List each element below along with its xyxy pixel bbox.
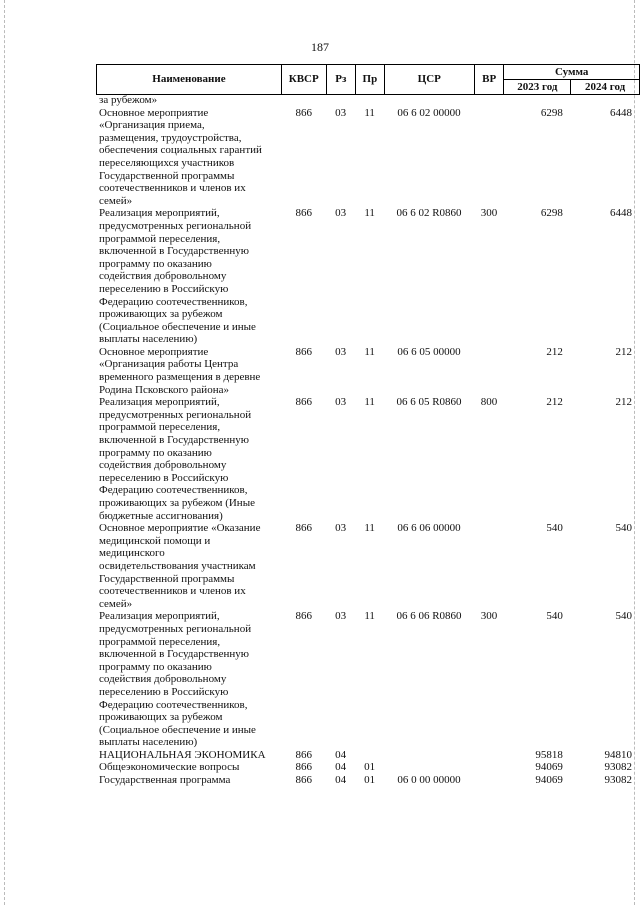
table-row bbox=[96, 396, 640, 522]
page-number: 187 bbox=[311, 40, 329, 54]
header-year-2023: 2023 год bbox=[504, 80, 571, 95]
cell-sum-2023: 540 bbox=[546, 522, 563, 535]
cell-csr bbox=[384, 94, 474, 107]
cell-kvsr: 866 bbox=[295, 610, 313, 623]
cell-kvsr: 866 bbox=[295, 522, 313, 535]
cell-sum-2024: 212 bbox=[615, 345, 632, 358]
scan-edge-left bbox=[4, 0, 6, 905]
table-row bbox=[96, 774, 640, 787]
cell-pr: 11 bbox=[364, 610, 375, 623]
cell-pr: 11 bbox=[364, 345, 375, 358]
cell-kvsr: 866 bbox=[295, 774, 313, 787]
header-csr: ЦСР bbox=[384, 65, 474, 95]
cell-csr: 06 6 06 00000 bbox=[397, 522, 461, 535]
cell-rz: 03 bbox=[335, 345, 347, 358]
cell-sum-2023: 94069 bbox=[535, 774, 563, 787]
cell-csr: 06 6 05 R0860 bbox=[396, 396, 462, 409]
cell-vr bbox=[474, 107, 504, 208]
cell-csr bbox=[384, 749, 474, 762]
table-row bbox=[96, 610, 640, 749]
cell-sum-2024: 94810 bbox=[604, 748, 632, 761]
cell-sum-2024: 6448 bbox=[610, 106, 632, 119]
cell-pr: 11 bbox=[364, 396, 375, 409]
cell-sum-2023: 6298 bbox=[540, 207, 563, 220]
cell-sum-2024: 540 bbox=[615, 610, 632, 623]
cell-rz bbox=[326, 94, 355, 107]
cell-kvsr: 866 bbox=[295, 106, 313, 119]
cell-kvsr: 866 bbox=[295, 207, 313, 220]
cell-rz: 03 bbox=[335, 106, 347, 119]
cell-vr: 800 bbox=[480, 396, 498, 409]
cell-name: Реализация мероприятий, предусмотренных региональной программой переселения, включенной в Государственную программу по оказанию содействия добровольному переселению в Российскую Федерацию соотечественников, проживающих за рубежом (Социальное обеспечение и иные выплаты населению) bbox=[99, 207, 256, 346]
cell-sum-2024: 93082 bbox=[604, 761, 632, 774]
cell-sum-2023: 540 bbox=[546, 610, 563, 623]
table-row bbox=[96, 94, 640, 107]
cell-vr bbox=[474, 761, 504, 774]
cell-name: Реализация мероприятий, предусмотренных региональной программой переселения, включенной в Государственную программу по оказанию содействия добровольному переселению в Российскую Федерацию соотечественников, проживающих за рубежом (Социальное обеспечение и иные выплаты населению) bbox=[99, 610, 256, 749]
cell-name: Основное мероприятие «Организация приема, размещения, трудоустройства, обеспечения социальных гарантий переселяющихся участников Государственной программы соотечественников и членов их семей» bbox=[99, 106, 262, 207]
cell-pr: 11 bbox=[364, 106, 375, 119]
cell-pr: 11 bbox=[364, 522, 375, 535]
table-row bbox=[96, 346, 640, 396]
cell-rz: 03 bbox=[335, 396, 347, 409]
cell-sum-2023: 94069 bbox=[535, 761, 563, 774]
cell-name: НАЦИОНАЛЬНАЯ ЭКОНОМИКА bbox=[99, 748, 266, 761]
cell-csr: 06 0 00 00000 bbox=[397, 774, 461, 787]
header-kvsr: КВСР bbox=[281, 65, 326, 95]
cell-vr bbox=[474, 749, 504, 762]
cell-sum-2023: 95818 bbox=[535, 748, 563, 761]
header-vr: ВР bbox=[474, 65, 504, 95]
cell-sum-2024: 540 bbox=[615, 522, 632, 535]
cell-sum-2023: 6298 bbox=[540, 106, 563, 119]
cell-pr: 01 bbox=[364, 774, 376, 787]
cell-vr bbox=[474, 522, 504, 610]
cell-pr bbox=[355, 749, 384, 762]
cell-vr: 300 bbox=[480, 207, 498, 220]
table-row bbox=[96, 522, 640, 610]
table-row bbox=[96, 207, 640, 346]
table-header bbox=[96, 64, 640, 95]
cell-kvsr: 866 bbox=[295, 396, 313, 409]
cell-rz: 03 bbox=[335, 610, 347, 623]
cell-sum-2023: 212 bbox=[546, 396, 563, 409]
cell-rz: 03 bbox=[335, 207, 347, 220]
header-pr: Пр bbox=[356, 65, 385, 95]
cell-pr bbox=[355, 94, 384, 107]
cell-kvsr bbox=[282, 94, 326, 107]
cell-name: Реализация мероприятий, предусмотренных региональной программой переселения, включенной в Государственную программу по оказанию содействия добровольному переселению в Российскую Федерацию соотечественников, проживающих за рубежом (Иные бюджетные ассигнования) bbox=[99, 396, 255, 522]
cell-vr: 300 bbox=[480, 610, 498, 623]
cell-csr: 06 6 05 00000 bbox=[397, 345, 461, 358]
cell-sum-2024: 6448 bbox=[610, 207, 632, 220]
header-sum: Сумма bbox=[504, 65, 640, 80]
cell-kvsr: 866 bbox=[295, 748, 313, 761]
table-row bbox=[96, 107, 640, 208]
cell-vr bbox=[474, 774, 504, 787]
cell-csr bbox=[384, 761, 474, 774]
cell-name: за рубежом» bbox=[99, 94, 158, 106]
cell-rz: 03 bbox=[335, 522, 347, 535]
cell-vr bbox=[474, 94, 504, 107]
cell-name: Государственная программа bbox=[99, 774, 231, 787]
cell-csr: 06 6 02 R0860 bbox=[396, 207, 462, 220]
cell-csr: 06 6 06 R0860 bbox=[396, 610, 462, 623]
cell-rz: 04 bbox=[335, 774, 347, 787]
cell-rz: 04 bbox=[335, 761, 347, 774]
cell-name: Основное мероприятие «Организация работы Центра временного размещения в деревне Родина Псковского района» bbox=[99, 345, 261, 396]
cell-csr: 06 6 02 00000 bbox=[397, 106, 461, 119]
cell-sum-2024: 212 bbox=[615, 396, 632, 409]
budget-table bbox=[96, 94, 640, 787]
cell-kvsr: 866 bbox=[295, 761, 313, 774]
cell-rz: 04 bbox=[335, 748, 347, 761]
table-row bbox=[96, 749, 640, 762]
header-name: Наименование bbox=[97, 65, 282, 95]
table-row bbox=[96, 761, 640, 774]
cell-name: Общеэкономические вопросы bbox=[99, 761, 240, 774]
cell-sum-2024: 93082 bbox=[604, 774, 632, 787]
cell-pr: 11 bbox=[364, 207, 375, 220]
header-rz: Рз bbox=[326, 65, 356, 95]
cell-name: Основное мероприятие «Оказание медицинской помощи и медицинского освидетельствования участникам Государственной программы соотечественников и членов их семей» bbox=[99, 522, 261, 610]
header-year-2024: 2024 год bbox=[571, 80, 640, 95]
cell-vr bbox=[474, 346, 504, 396]
cell-sum-2024 bbox=[571, 94, 640, 107]
cell-pr: 01 bbox=[364, 761, 376, 774]
cell-sum-2023 bbox=[504, 94, 571, 107]
cell-kvsr: 866 bbox=[295, 345, 313, 358]
cell-sum-2023: 212 bbox=[546, 345, 563, 358]
